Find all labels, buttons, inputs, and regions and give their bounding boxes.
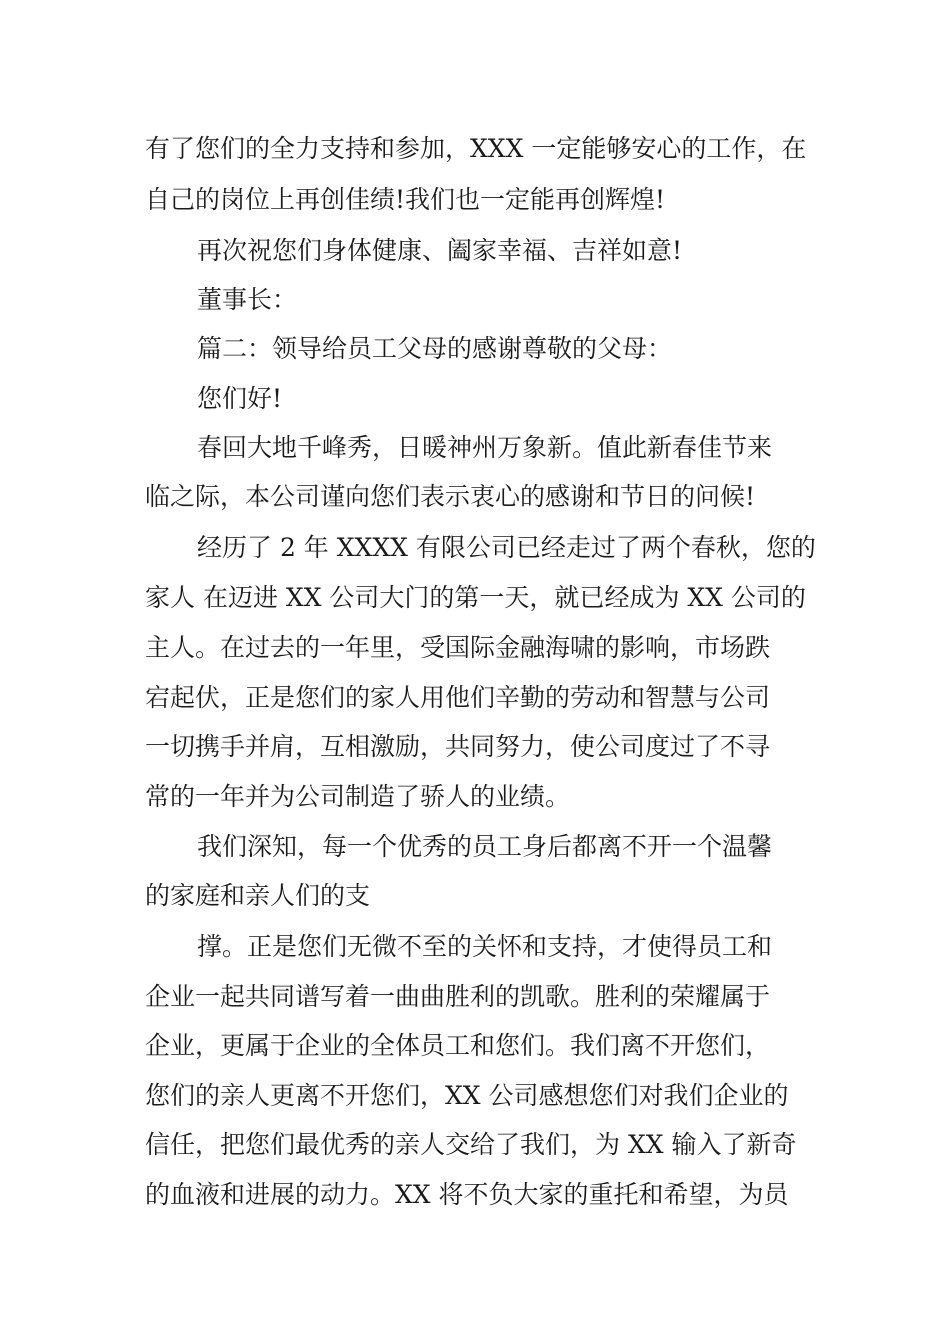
text-line: 常的一年并为公司制造了骄人的业绩。 (145, 782, 571, 811)
text-line: 信任，把您们最优秀的亲人交给了我们，为 XX 输入了新奇 (145, 1130, 797, 1159)
text-line: 主人。在过去的一年里，受国际金融海啸的影响，市场跌 (145, 633, 771, 662)
text-line: 家人 在迈进 XX 公司大门的第一天，就已经成为 XX 公司的 (145, 583, 806, 612)
salutation: 您们好! (197, 384, 283, 413)
text-line: 自己的岗位上再创佳绩!我们也一定能再创辉煌! (145, 185, 666, 214)
text-line: 董事长： (197, 285, 298, 314)
text-line: 的家庭和亲人们的支 (145, 881, 371, 910)
text-line: 春回大地千峰秀，日暖神州万象新。值此新春佳节来 (197, 433, 773, 462)
text-line: 企业，更属于企业的全体员工和您们。我们离不开您们， (145, 1031, 771, 1060)
text-line: 经历了 2 年 XXXX 有限公司已经走过了两个春秋，您的 (197, 533, 816, 562)
text-line: 我们深知，每一个优秀的员工身后都离不开一个温馨 (197, 832, 773, 861)
text-line: 再次祝您们身体健康、阖家幸福、吉祥如意! (197, 236, 683, 265)
section-heading: 篇二：领导给员工父母的感谢尊敬的父母： (197, 334, 673, 363)
text-line: 有了您们的全力支持和参加，XXX 一定能够安心的工作，在 (145, 134, 807, 163)
text-line: 一切携手并肩，互相激励，共同努力，使公司度过了不寻 (145, 732, 771, 761)
text-line: 您们的亲人更离不开您们，XX 公司感想您们对我们企业的 (145, 1081, 789, 1110)
text-line: 临之际，本公司谨向您们表示衷心的感谢和节日的问候! (145, 482, 756, 511)
text-line: 宕起伏，正是您们的家人用他们辛勤的劳动和智慧与公司 (145, 683, 771, 712)
text-line: 企业一起共同谱写着一曲曲胜利的凯歌。胜利的荣耀属于 (145, 982, 771, 1011)
text-line: 撑。正是您们无微不至的关怀和支持，才使得员工和 (197, 932, 773, 961)
text-line: 的血液和进展的动力。XX 将不负大家的重托和希望，为员 (145, 1180, 789, 1209)
